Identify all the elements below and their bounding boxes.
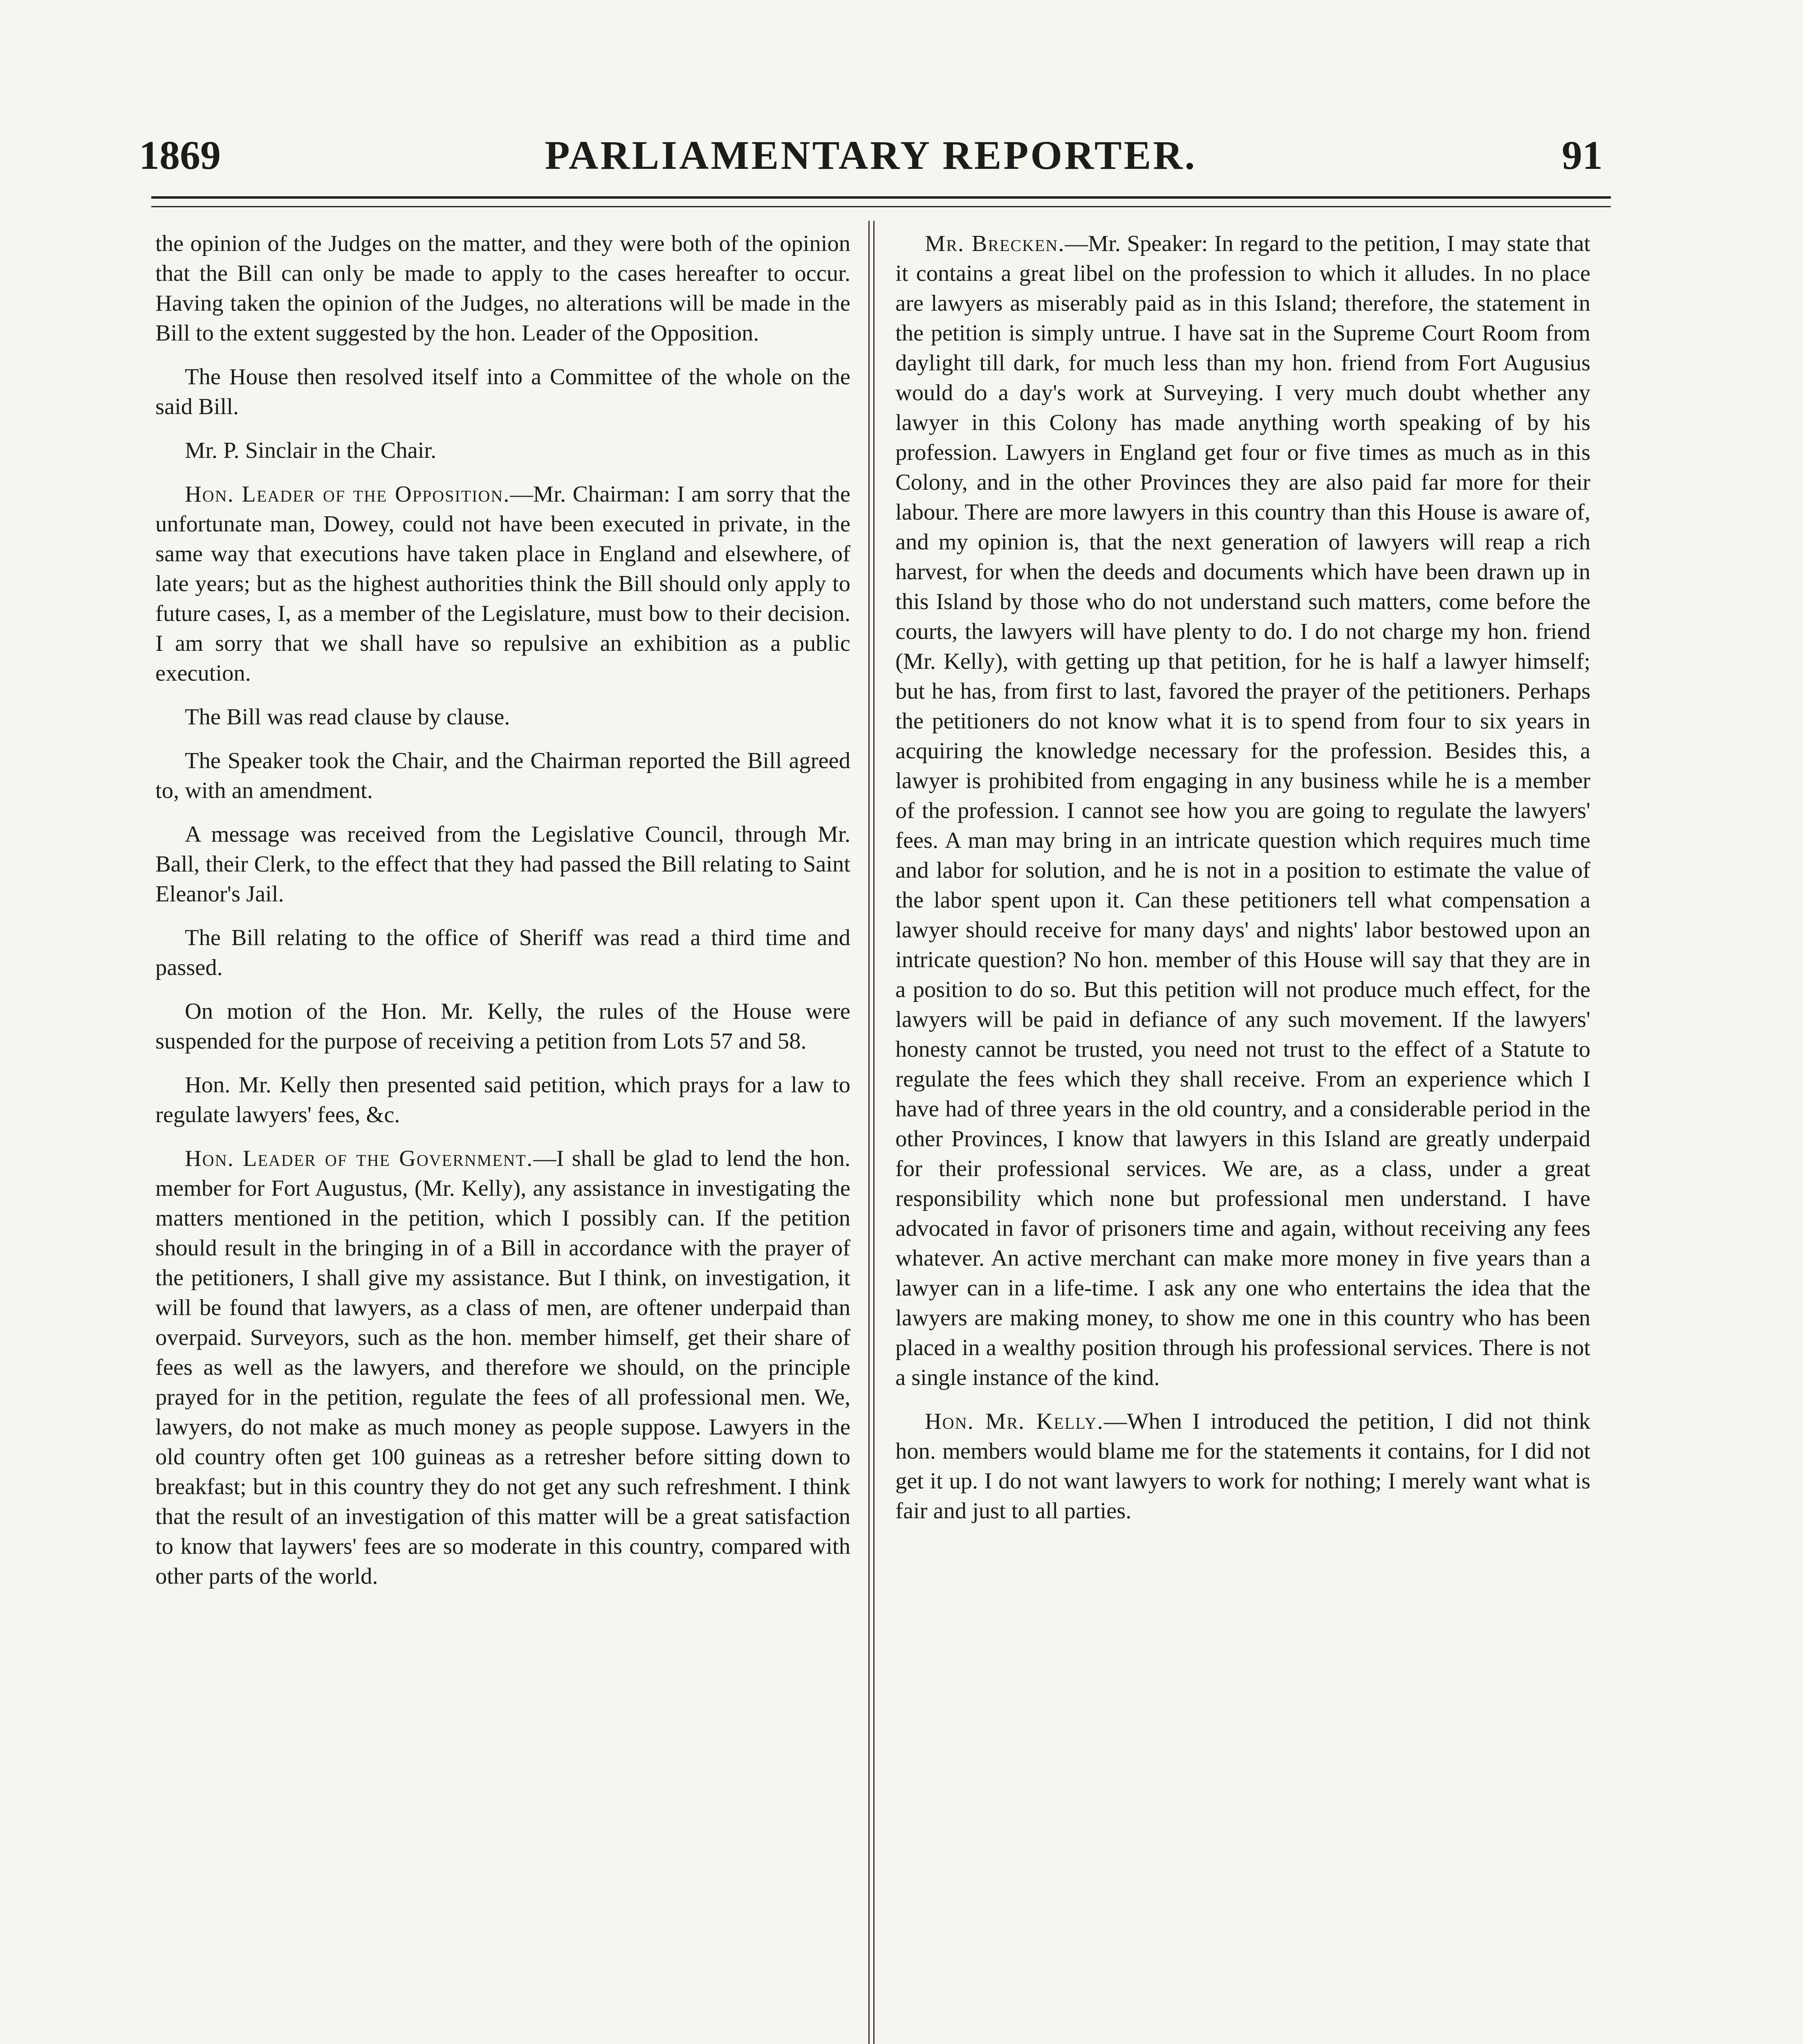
paragraph: Hon. Leader of the Opposition.—Mr. Chairman: I am sorry that the unfortunate man, Dowey, could not have been executed in private, in the same way that executions have taken place in England and elsewhere, of late years; but as the highest authorities think the Bill should only apply to future cases, I, as a member of the Legislature, must bow to their decision. I am sorry that we shall have so repulsive an exhibition as a public execution. xyxy=(155,482,850,686)
header-year: 1869 xyxy=(139,132,221,178)
paragraph: The House then resolved itself into a Committee of the whole on the said Bill. xyxy=(155,364,850,419)
paragraph: The Speaker took the Chair, and the Chairman reported the Bill agreed to, with an amendment. xyxy=(155,748,850,803)
paragraph: On motion of the Hon. Mr. Kelly, the rules of the House were suspended for the purpose of receiving a petition from Lots 57 and 58. xyxy=(155,999,850,1054)
paragraph: The Bill relating to the office of Sheriff was read a third time and passed. xyxy=(155,925,850,980)
speaker-name: Mr. Brecken. xyxy=(925,231,1065,256)
header-page-number: 91 xyxy=(1562,132,1603,178)
speaker-name: Hon. Leader of the Opposition. xyxy=(185,482,510,507)
paragraph: Mr. Brecken.—Mr. Speaker: In regard to the petition, I may state that it contains a great libel on the profession to which it alludes. In no place are lawyers as miserably paid as in this Island; therefore, the statement in the petition is simply untrue. I have sat in the Supreme Court Room from daylight till dark, for much less than my hon. friend from Fort Augusius would do a day's work at Surveying. I very much doubt whether any lawyer in this Colony has made anything worth speaking of by his profession. Lawyers in England get four or five times as much as in this Colony, and in the other Provinces they are also paid far more for their labour. There are more lawyers in this country than this House is aware of, and my opinion is, that the next generation of lawyers will reap a rich harvest, for when the deeds and documents which have been drawn up in this Island by those who do not understand such matters, come before the courts, the lawyers will have plenty to do. I do not charge my hon. friend (Mr. Kelly), with getting up that petition, for he is half a lawyer himself; but he has, from first to last, favored the prayer of the petitioners. Perhaps the petitioners do not know what it is to spend from four to six years in acquiring the knowledge necessary for the profession. Besides this, a lawyer is prohibited from engaging in any business while he is a member of the profession. I cannot see how you are going to regulate the lawyers' fees. A man may bring in an intricate question which requires much time and labor for solution, and he is not in a position to estimate the value of the labor spent upon it. Can these petitioners tell what compensation a lawyer should receive for many days' and nights' labor bestowed upon an intricate question? No hon. member of this House will say that they are in a position to do so. But this petition will not produce much effect, for the lawyers will be paid in defiance of any such movement. If the lawyers' honesty cannot be trusted, you need not trust to the effect of a Statute to regulate the fees which they shall receive. From an experience which I have had of three years in the old country, and a considerable period in the other Provinces, I know that lawyers in this Island are greatly underpaid for their professional services. We are, as a class, under a great responsibility which none but professional men understand. I have advocated in favor of prisoners time and again, without receiving any fees whatever. An active merchant can make more money in five years than a lawyer can in a life-time. I ask any one who entertains the idea that the lawyers are making money, to show me one in this country who has been placed in a wealthy position through his professional services. There is not a single instance of the kind. xyxy=(895,231,1590,1390)
header-title: PARLIAMENTARY REPORTER. xyxy=(545,132,1197,178)
paragraph: The Bill was read clause by clause. xyxy=(185,704,510,730)
speaker-name: Hon. Mr. Kelly. xyxy=(925,1409,1104,1434)
paragraph: Hon. Mr. Kelly then presented said petition, which prays for a law to regulate lawyers' fees, &c. xyxy=(155,1072,850,1127)
paragraph: A message was received from the Legislative Council, through Mr. Ball, their Clerk, to the effect that they had passed the Bill relating to Saint Eleanor's Jail. xyxy=(155,822,850,907)
column-divider xyxy=(868,221,875,2044)
page-header xyxy=(131,123,1611,184)
paragraph: Hon. Mr. Kelly.—When I introduced the petition, I did not think hon. members would blame me for the statements it contains, for I did not get it up. I do not want lawyers to work for nothing; I merely want what is fair and just to all parties. xyxy=(895,1409,1590,1524)
header-rule xyxy=(151,196,1611,207)
right-column xyxy=(895,229,1590,1540)
paragraph: the opinion of the Judges on the matter, and they were both of the opinion that the Bill can only be made to apply to the cases hereafter to occur. Having taken the opinion of the Judges, no alterations will be made in the Bill to the extent suggested by the hon. Leader of the Opposition. xyxy=(155,231,850,346)
paragraph: Mr. P. Sinclair in the Chair. xyxy=(185,438,437,463)
paragraph: Hon. Leader of the Government.—I shall be glad to lend the hon. member for Fort Augustus, (Mr. Kelly), any assistance in investigating the matters mentioned in the petition, which I possibly can. If the petition should result in the bringing in of a Bill in accordance with the prayer of the petitioners, I shall give my assistance. But I think, on investigation, it will be found that lawyers, as a class of men, are oftener underpaid than overpaid. Surveyors, such as the hon. member himself, get their share of fees as well as the lawyers, and therefore we should, on the principle prayed for in the petition, regulate the fees of all professional men. We, lawyers, do not make as much money as people suppose. Lawyers in the old country often get 100 guineas as a retresher before sitting down to breakfast; but in this country they do not get any such refreshment. I think that the result of an investigation of this matter will be a great satisfaction to know that laywers' fees are so moderate in this country, compared with other parts of the world. xyxy=(155,1146,851,1589)
speaker-name: Hon. Leader of the Government. xyxy=(185,1146,534,1171)
left-column xyxy=(155,229,850,1605)
